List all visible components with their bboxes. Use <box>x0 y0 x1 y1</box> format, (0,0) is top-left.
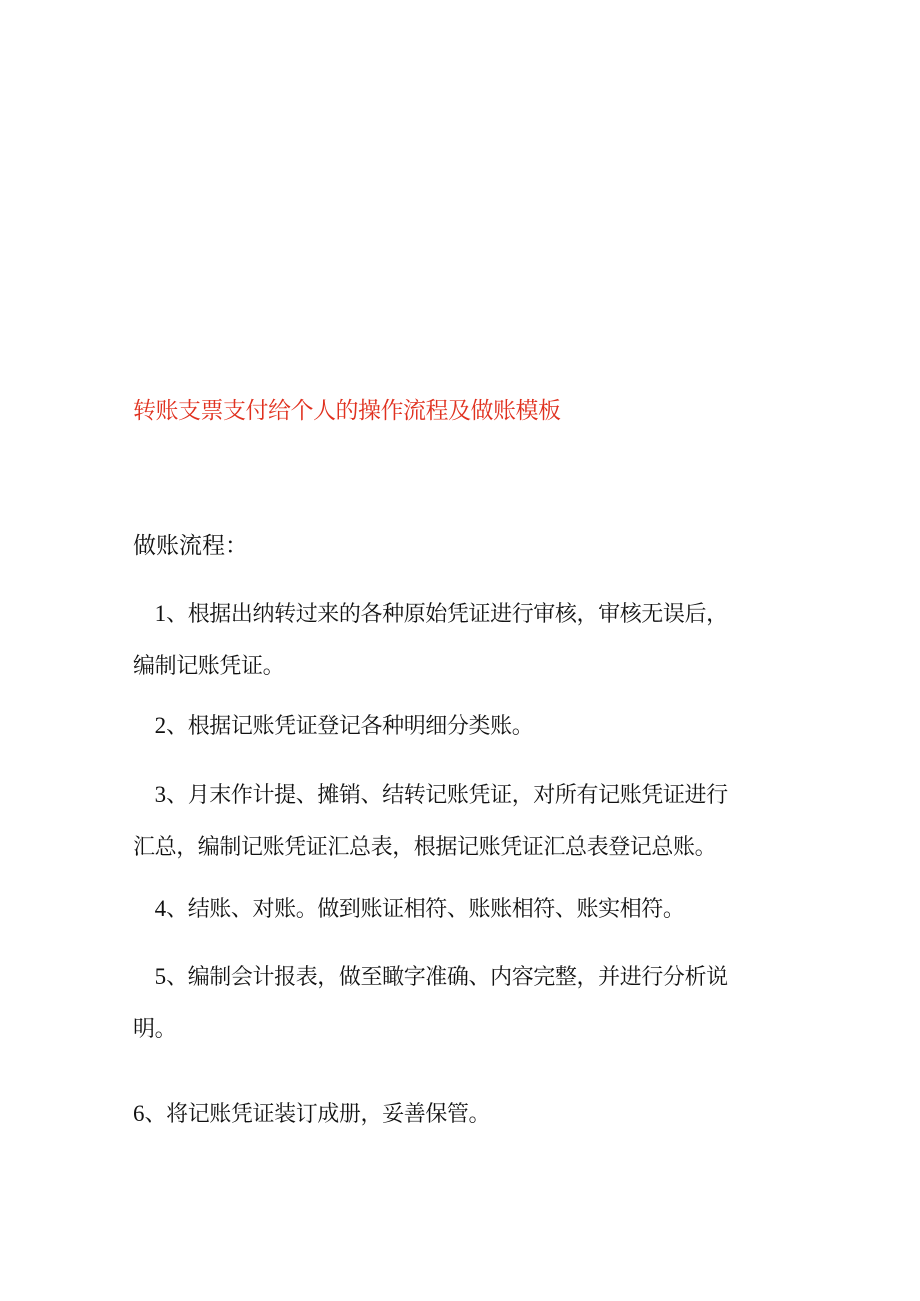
step-1-line-1 <box>133 588 793 641</box>
step-4-line-1 <box>133 883 793 936</box>
step-6 <box>133 1088 793 1141</box>
step-3-line-2: 汇总，编制记账凭证汇总表，根据记账凭证汇总表登记总账。 <box>133 835 717 860</box>
step-text: 、月末作计提、摊销、结转记账凭证，对所有记账凭证进行 <box>166 783 728 808</box>
step-number: 2 <box>154 713 167 738</box>
step-1 <box>133 588 793 693</box>
step-2 <box>133 700 793 753</box>
step-number: 6 <box>133 1101 145 1126</box>
step-number: 3 <box>154 782 167 807</box>
step-2-line-1 <box>133 700 793 753</box>
step-5-line-1 <box>133 951 793 1004</box>
step-text: 、编制会计报表，做至瞰字准确、内容完整，并进行分析说 <box>166 965 728 990</box>
step-number: 5 <box>154 964 167 989</box>
section-heading: 做账流程： <box>133 533 248 559</box>
document-title: 转账支票支付给个人的操作流程及做账模板 <box>133 398 561 424</box>
step-5-line-2: 明。 <box>133 1017 177 1042</box>
step-number: 4 <box>154 896 167 921</box>
step-text: 、根据记账凭证登记各种明细分类账。 <box>166 714 534 739</box>
step-6-line-1 <box>133 1088 793 1141</box>
step-4 <box>133 883 793 936</box>
step-text: 、将记账凭证装订成册，妥善保管。 <box>144 1102 491 1127</box>
step-text: 、结账、对账。做到账证相符、账账相符、账实相符。 <box>166 897 685 922</box>
step-text: 、根据出纳转过来的各种原始凭证进行审核，审核无误后， <box>166 602 728 627</box>
step-3-line-1 <box>133 769 793 822</box>
step-number: 1 <box>154 601 167 626</box>
step-1-line-2: 编制记账凭证。 <box>133 654 285 679</box>
step-5 <box>133 951 793 1056</box>
step-3 <box>133 769 793 874</box>
